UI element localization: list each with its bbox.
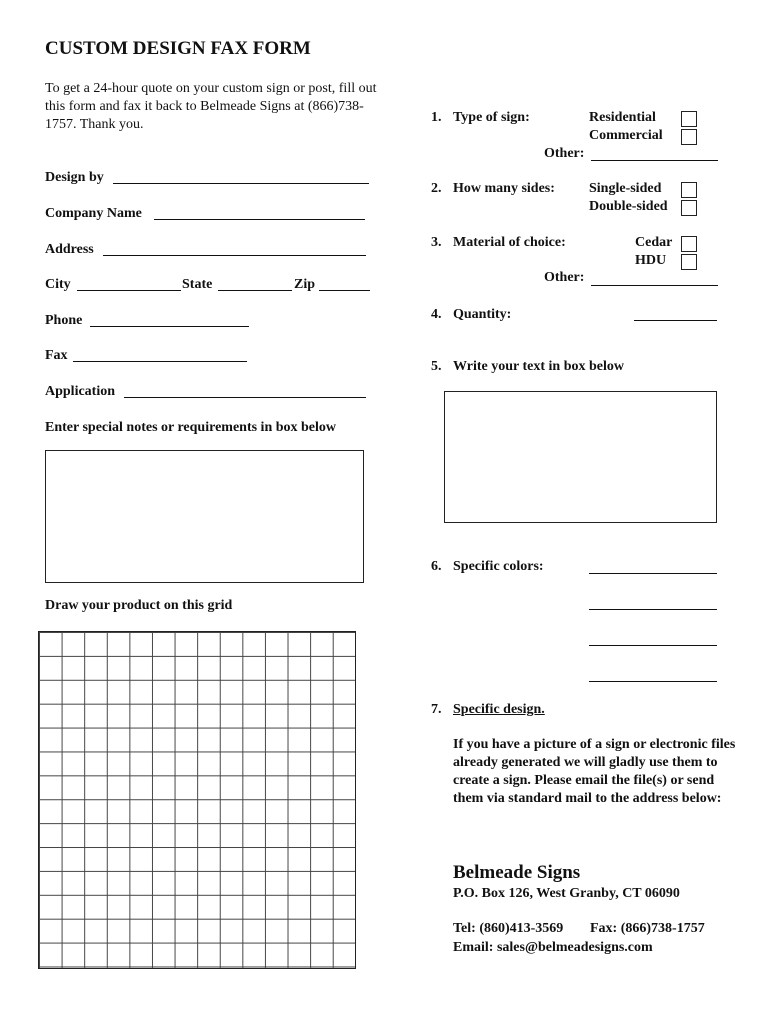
- q4-label: Quantity:: [453, 307, 512, 322]
- cedar-checkbox[interactable]: [681, 236, 697, 252]
- q3-other-label: Other:: [544, 270, 585, 285]
- design-by-field[interactable]: [113, 183, 369, 184]
- fax-label: Fax: [45, 348, 68, 363]
- q5-number: 5.: [431, 359, 442, 374]
- design-paragraph: If you have a picture of a sign or electronic files already generated we will gladly use them to create a sign. Please email the file(s) or send them via standard mail to the address below:: [453, 737, 736, 806]
- company-tel: Tel: (860)413-3569: [453, 921, 564, 936]
- single-sided-checkbox[interactable]: [681, 182, 697, 198]
- form-title: CUSTOM DESIGN FAX FORM: [45, 38, 311, 59]
- commercial-checkbox[interactable]: [681, 129, 697, 145]
- q1-label: Type of sign:: [453, 110, 530, 125]
- q5-label: Write your text in box below: [453, 359, 624, 374]
- hdu-checkbox[interactable]: [681, 254, 697, 270]
- zip-label: Zip: [294, 277, 316, 292]
- application-field[interactable]: [124, 397, 366, 398]
- color-field-1[interactable]: [589, 573, 717, 574]
- double-sided-checkbox[interactable]: [681, 200, 697, 216]
- address-label: Address: [45, 242, 94, 257]
- hdu-label: HDU: [635, 253, 667, 268]
- company-address: P.O. Box 126, West Granby, CT 06090: [453, 886, 680, 901]
- q7-label: Specific design.: [453, 702, 545, 717]
- residential-label: Residential: [589, 110, 656, 125]
- company-name-field[interactable]: [154, 219, 365, 220]
- quantity-field[interactable]: [634, 320, 717, 321]
- fax-field[interactable]: [73, 361, 247, 362]
- commercial-label: Commercial: [589, 128, 663, 143]
- phone-field[interactable]: [90, 326, 249, 327]
- q3-other-field[interactable]: [591, 285, 718, 286]
- state-field[interactable]: [218, 290, 292, 291]
- zip-field[interactable]: [319, 290, 370, 291]
- phone-label: Phone: [45, 313, 83, 328]
- q2-label: How many sides:: [453, 181, 555, 196]
- company-fax: Fax: (866)738-1757: [590, 921, 705, 936]
- notes-box[interactable]: [45, 450, 364, 583]
- residential-checkbox[interactable]: [681, 111, 697, 127]
- address-field[interactable]: [103, 255, 366, 256]
- color-field-2[interactable]: [589, 609, 717, 610]
- drawing-grid[interactable]: [38, 631, 356, 969]
- q3-number: 3.: [431, 235, 442, 250]
- q4-number: 4.: [431, 307, 442, 322]
- q1-other-label: Other:: [544, 146, 585, 161]
- intro-text: To get a 24-hour quote on your custom sign or post, fill out this form and fax it back to Belmeade Signs at (866)738-1757. Thank you.: [45, 81, 377, 132]
- q1-number: 1.: [431, 110, 442, 125]
- q6-number: 6.: [431, 559, 442, 574]
- q7-number: 7.: [431, 702, 442, 717]
- application-label: Application: [45, 384, 116, 399]
- q6-label: Specific colors:: [453, 559, 544, 574]
- city-label: City: [45, 277, 71, 292]
- company-name-label: Company Name: [45, 206, 142, 221]
- q3-label: Material of choice:: [453, 235, 566, 250]
- state-label: State: [182, 277, 213, 292]
- design-by-label: Design by: [45, 170, 104, 185]
- single-sided-label: Single-sided: [589, 181, 662, 196]
- grid-label: Draw your product on this grid: [45, 598, 233, 613]
- double-sided-label: Double-sided: [589, 199, 668, 214]
- city-field[interactable]: [77, 290, 181, 291]
- q2-number: 2.: [431, 181, 442, 196]
- notes-label: Enter special notes or requirements in box below: [45, 420, 337, 435]
- cedar-label: Cedar: [635, 235, 673, 250]
- color-field-3[interactable]: [589, 645, 717, 646]
- company-email: Email: sales@belmeadesigns.com: [453, 940, 653, 955]
- color-field-4[interactable]: [589, 681, 717, 682]
- sign-text-box[interactable]: [444, 391, 717, 523]
- company-name: Belmeade Signs: [453, 862, 581, 883]
- q1-other-field[interactable]: [591, 160, 718, 161]
